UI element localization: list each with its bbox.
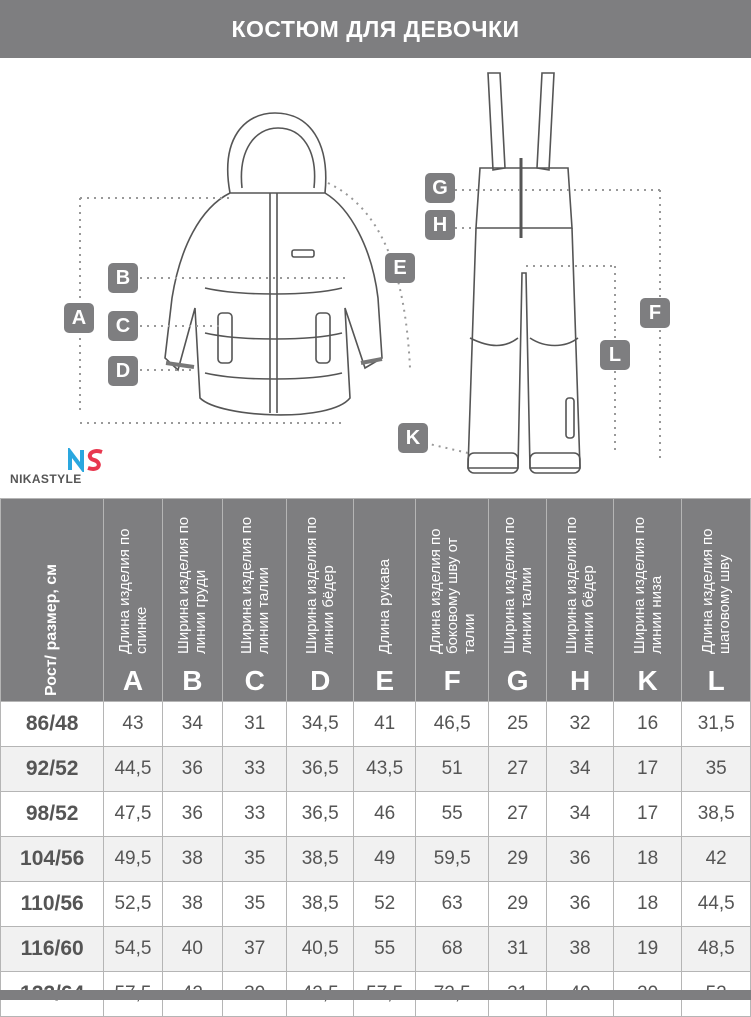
badge-k: K <box>398 423 428 453</box>
header-col: Ширина изделия по линии низа K <box>613 499 682 702</box>
value-cell: 43 <box>104 702 162 747</box>
value-cell: 31,5 <box>682 702 751 747</box>
size-cell: 104/56 <box>1 837 104 882</box>
header-col: Ширина изделия по линии талии C <box>223 499 287 702</box>
brand-logo-icon <box>38 448 138 472</box>
value-cell: 25 <box>489 702 547 747</box>
value-cell: 49,5 <box>104 837 162 882</box>
size-cell: 110/56 <box>1 882 104 927</box>
table-row <box>1 747 751 792</box>
value-cell: 17 <box>613 747 682 792</box>
value-cell: 34 <box>547 792 614 837</box>
value-cell: 31 <box>489 927 547 972</box>
value-cell: 34 <box>547 747 614 792</box>
value-cell: 36,5 <box>287 747 354 792</box>
value-cell: 36 <box>547 882 614 927</box>
value-cell: 29 <box>489 882 547 927</box>
value-cell: 36 <box>162 747 222 792</box>
page-title: КОСТЮМ ДЛЯ ДЕВОЧКИ <box>0 0 751 58</box>
table-header-row <box>1 499 751 702</box>
overalls-legs <box>468 228 580 468</box>
value-cell: 38,5 <box>682 792 751 837</box>
value-cell: 35 <box>223 837 287 882</box>
value-cell: 47,5 <box>104 792 162 837</box>
value-cell: 38 <box>547 927 614 972</box>
value-cell: 33 <box>223 792 287 837</box>
value-cell: 31 <box>223 702 287 747</box>
header-col: Ширина изделия по линии бёдер D <box>287 499 354 702</box>
table-row <box>1 882 751 927</box>
value-cell: 35 <box>223 882 287 927</box>
value-cell: 48,5 <box>682 927 751 972</box>
value-cell: 19 <box>613 927 682 972</box>
brand-name: NIKASTYLE <box>10 472 82 486</box>
value-cell: 34 <box>162 702 222 747</box>
value-cell: 40,5 <box>287 927 354 972</box>
value-cell: 38 <box>162 882 222 927</box>
header-col: Длина рукава E <box>353 499 415 702</box>
value-cell: 68 <box>416 927 489 972</box>
header-col: Ширина изделия по линии талии G <box>489 499 547 702</box>
value-cell: 41 <box>353 702 415 747</box>
table-row <box>1 702 751 747</box>
value-cell: 55 <box>353 927 415 972</box>
value-cell: 17 <box>613 792 682 837</box>
value-cell: 38,5 <box>287 882 354 927</box>
value-cell: 51 <box>416 747 489 792</box>
badge-l: L <box>600 340 630 370</box>
value-cell: 35 <box>682 747 751 792</box>
size-cell: 92/52 <box>1 747 104 792</box>
value-cell: 27 <box>489 792 547 837</box>
badge-g: G <box>425 173 455 203</box>
value-cell: 36 <box>547 837 614 882</box>
badge-c: C <box>108 311 138 341</box>
jacket-body <box>165 193 382 415</box>
value-cell: 59,5 <box>416 837 489 882</box>
badge-f: F <box>640 298 670 328</box>
value-cell: 18 <box>613 837 682 882</box>
table-row <box>1 837 751 882</box>
value-cell: 63 <box>416 882 489 927</box>
value-cell: 54,5 <box>104 927 162 972</box>
value-cell: 43,5 <box>353 747 415 792</box>
value-cell: 52,5 <box>104 882 162 927</box>
value-cell: 44,5 <box>682 882 751 927</box>
value-cell: 46,5 <box>416 702 489 747</box>
header-col: Длина изделия по шаговому шву L <box>682 499 751 702</box>
value-cell: 52 <box>353 882 415 927</box>
size-cell: 116/60 <box>1 927 104 972</box>
value-cell: 18 <box>613 882 682 927</box>
header-col: Ширина изделия по линии груди B <box>162 499 222 702</box>
overalls-bib <box>476 168 572 228</box>
value-cell: 29 <box>489 837 547 882</box>
value-cell: 34,5 <box>287 702 354 747</box>
header-col: Длина изделия по спинке A <box>104 499 162 702</box>
value-cell: 36 <box>162 792 222 837</box>
size-cell: 86/48 <box>1 702 104 747</box>
header-col: Длина изделия по боковому шву от талии F <box>416 499 489 702</box>
bottom-strip <box>0 990 751 1000</box>
value-cell: 36,5 <box>287 792 354 837</box>
value-cell: 40 <box>162 927 222 972</box>
value-cell: 49 <box>353 837 415 882</box>
badge-d: D <box>108 356 138 386</box>
badge-a: A <box>64 303 94 333</box>
value-cell: 44,5 <box>104 747 162 792</box>
value-cell: 27 <box>489 747 547 792</box>
overalls-strap-right <box>537 73 554 170</box>
badge-e: E <box>385 253 415 283</box>
value-cell: 38,5 <box>287 837 354 882</box>
value-cell: 55 <box>416 792 489 837</box>
value-cell: 16 <box>613 702 682 747</box>
size-table <box>0 498 751 1017</box>
table-body <box>1 702 751 1017</box>
value-cell: 33 <box>223 747 287 792</box>
technical-drawing <box>0 58 751 498</box>
value-cell: 37 <box>223 927 287 972</box>
value-cell: 46 <box>353 792 415 837</box>
table-row <box>1 927 751 972</box>
header-size: Рост/ размер, см <box>1 499 104 702</box>
overalls-strap-left <box>488 73 505 170</box>
badge-h: H <box>425 210 455 240</box>
size-cell: 98/52 <box>1 792 104 837</box>
badge-b: B <box>108 263 138 293</box>
value-cell: 42 <box>682 837 751 882</box>
value-cell: 38 <box>162 837 222 882</box>
table-row <box>1 792 751 837</box>
value-cell: 32 <box>547 702 614 747</box>
header-col: Ширина изделия по линии бёдер H <box>547 499 614 702</box>
